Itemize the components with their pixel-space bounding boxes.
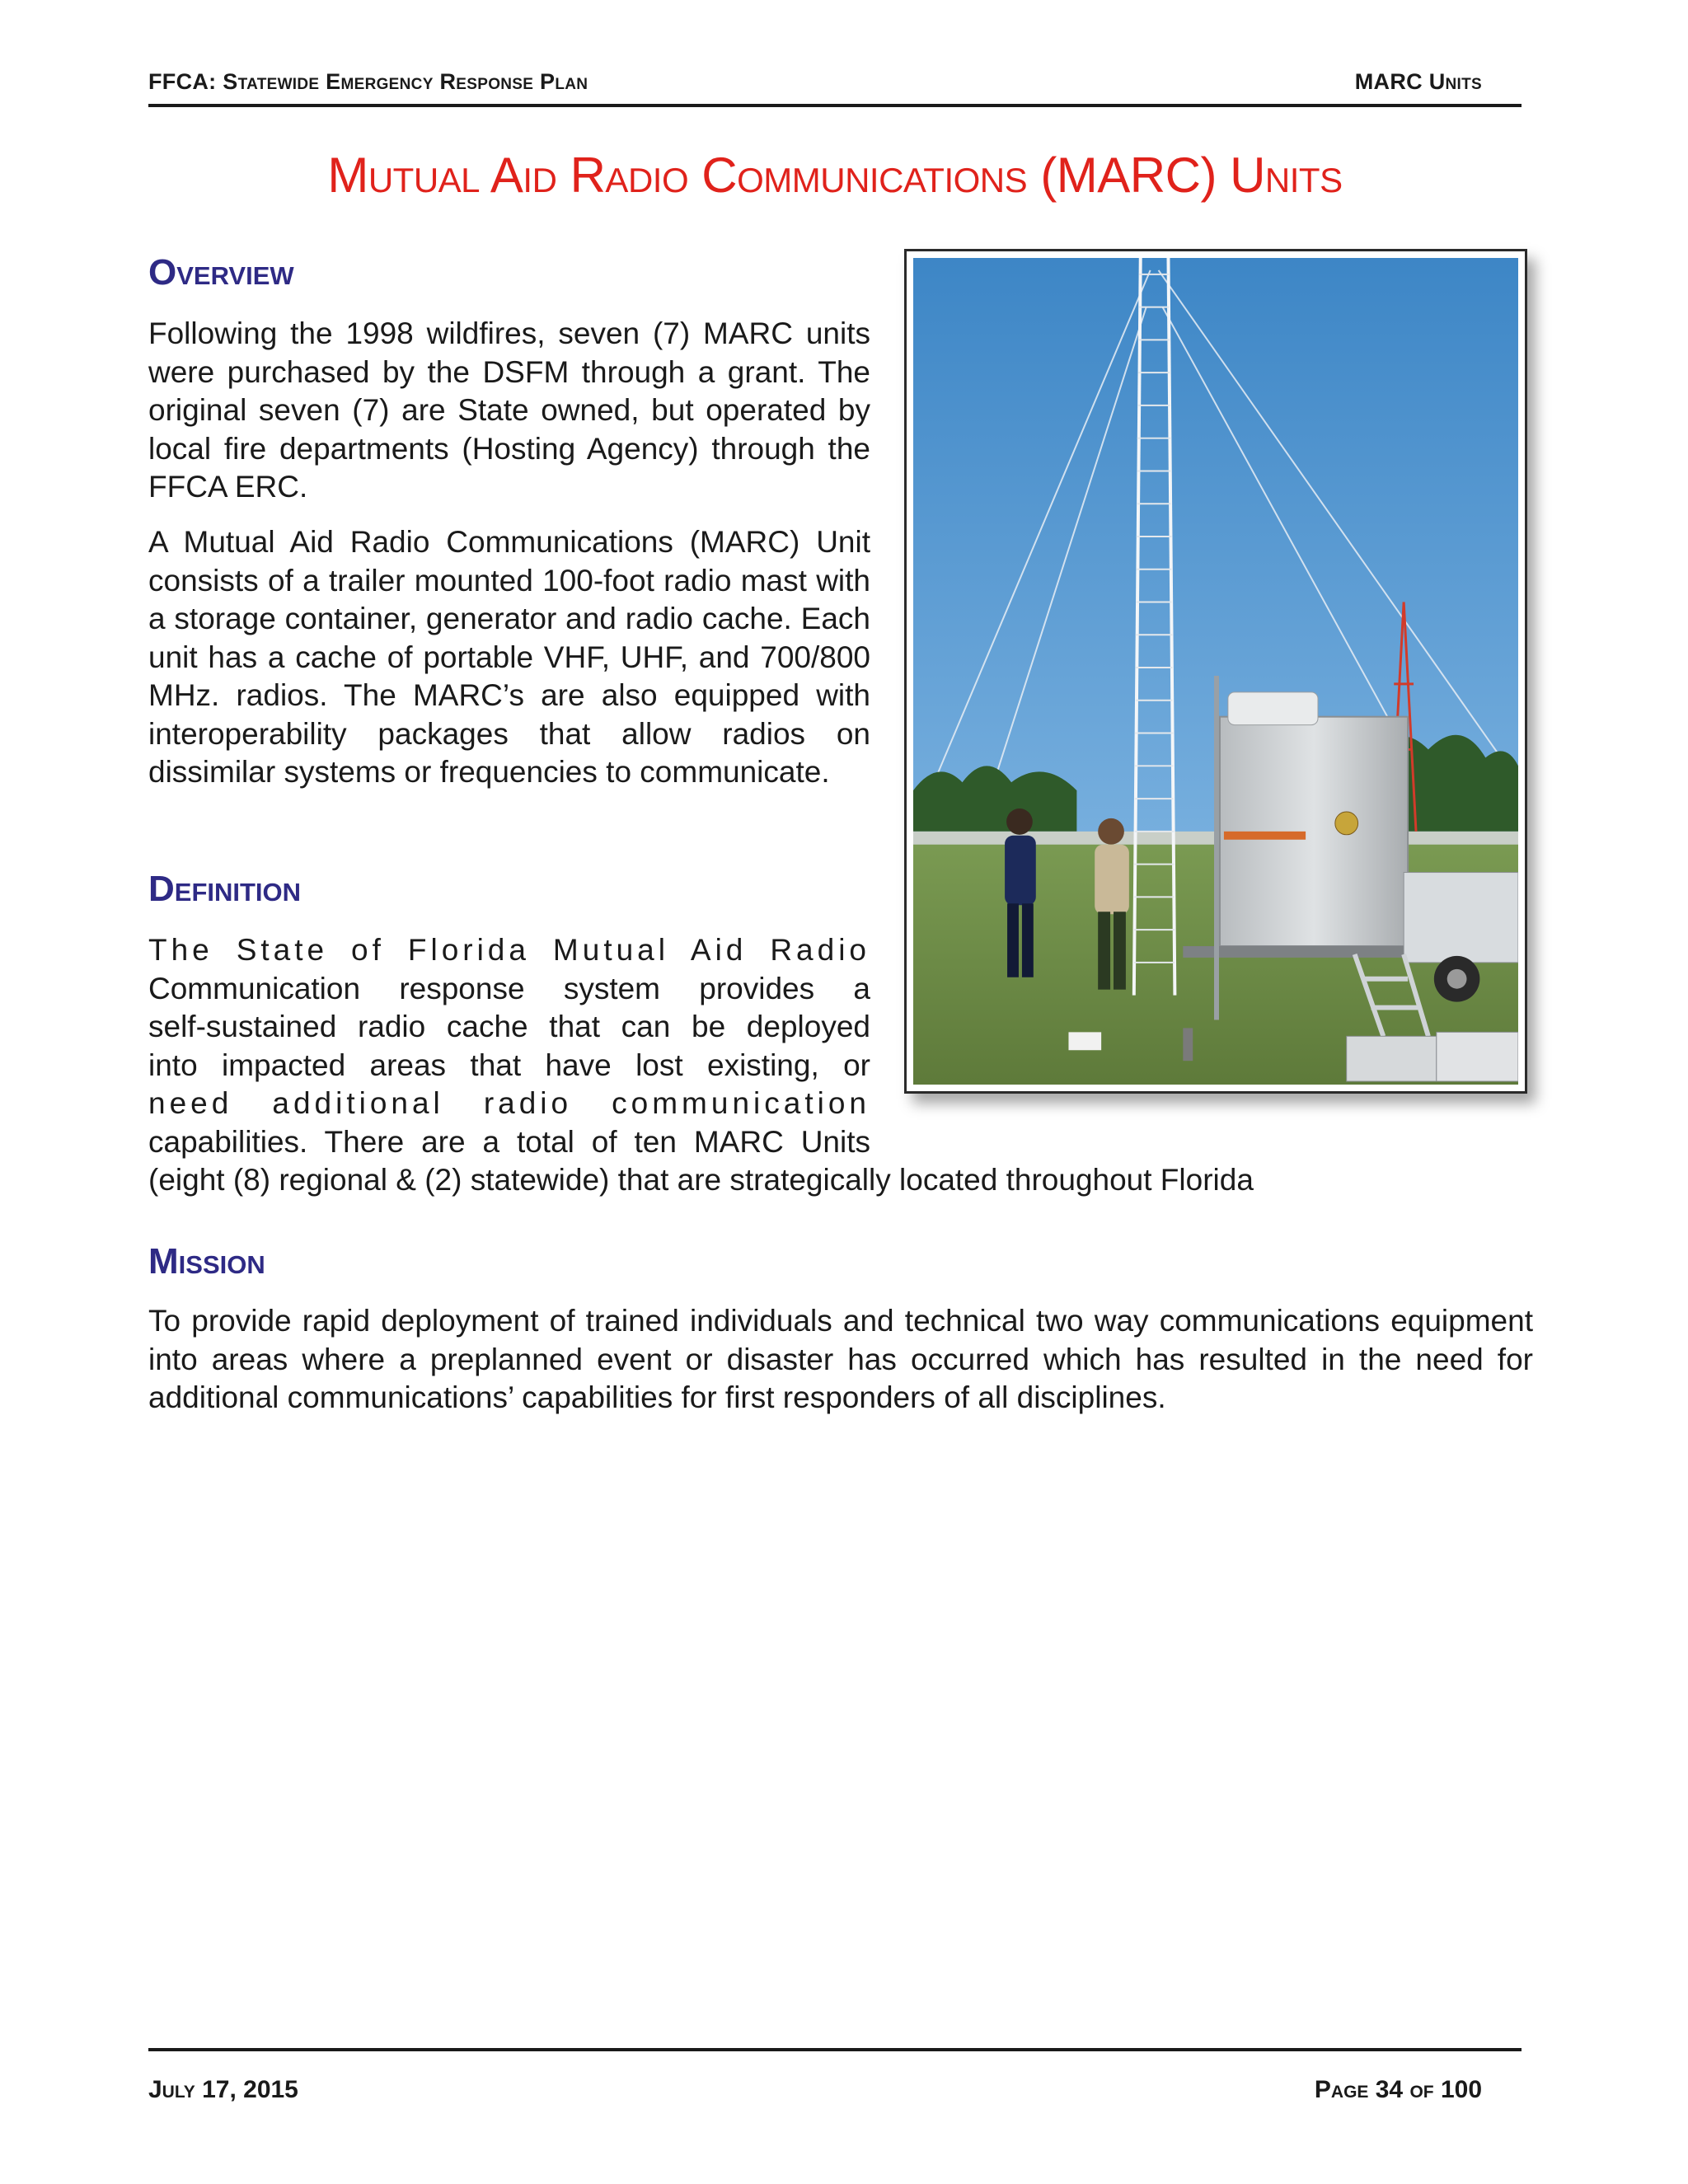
marc-unit-photo-illustration <box>913 258 1518 1085</box>
header-document-title: FFCA: Statewide Emergency Response Plan <box>148 69 588 94</box>
overview-heading: Overview <box>148 252 294 293</box>
page-title: Mutual Aid Radio Communications (MARC) Units <box>327 148 1343 203</box>
definition-paragraph <box>148 931 870 1161</box>
mission-paragraph: To provide rapid deployment of trained individuals and technical two way communications equipment into areas where a preplanned event or disaster has occurred which has resulted in the need for additional communications’ capabilities for first responders of all disciplines. <box>148 1304 1533 1414</box>
mission-heading: Mission <box>148 1241 265 1282</box>
definition-heading: Definition <box>148 869 302 909</box>
definition-line: need additional radio communication <box>148 1086 870 1120</box>
definition-line: The State of Florida Mutual Aid Radio <box>148 933 870 967</box>
definition-line: capabilities. There are a total of ten MARC Units <box>148 1124 870 1159</box>
marc-unit-photo <box>904 249 1527 1094</box>
footer-date: July 17, 2015 <box>148 2076 298 2103</box>
definition-line: self-sustained radio cache that can be deployed <box>148 1010 870 1043</box>
page-footer <box>148 2048 1522 2103</box>
definition-line: Communication response system provides a <box>148 971 870 1005</box>
overview-paragraph-2: A Mutual Aid Radio Communications (MARC) Unit consists of a trailer mounted 100-foot radio mast with a storage container, generator and radio cache. Each unit has a cache of portable VHF, UHF, and 700/800 MHz. radios. The MARC’s are also equipped with interoperability packages that allow radios on dissimilar systems or frequencies to communicate. <box>148 525 870 789</box>
header-section-title: MARC Units <box>1354 69 1482 94</box>
overview-paragraph-1: Following the 1998 wildfires, seven (7) MARC units were purchased by the DSFM through a grant. The original seven (7) are State owned, but operated by local fire departments (Hosting Agency) through the FFCA ERC. <box>148 316 870 504</box>
definition-last-line: (eight (8) regional & (2) statewide) that are strategically located throughout Florida <box>148 1163 1254 1197</box>
definition-line: into impacted areas that have lost existing, or <box>148 1047 870 1082</box>
footer-page-number: Page 34 of 100 <box>1314 2076 1482 2103</box>
page-header <box>148 69 1522 107</box>
